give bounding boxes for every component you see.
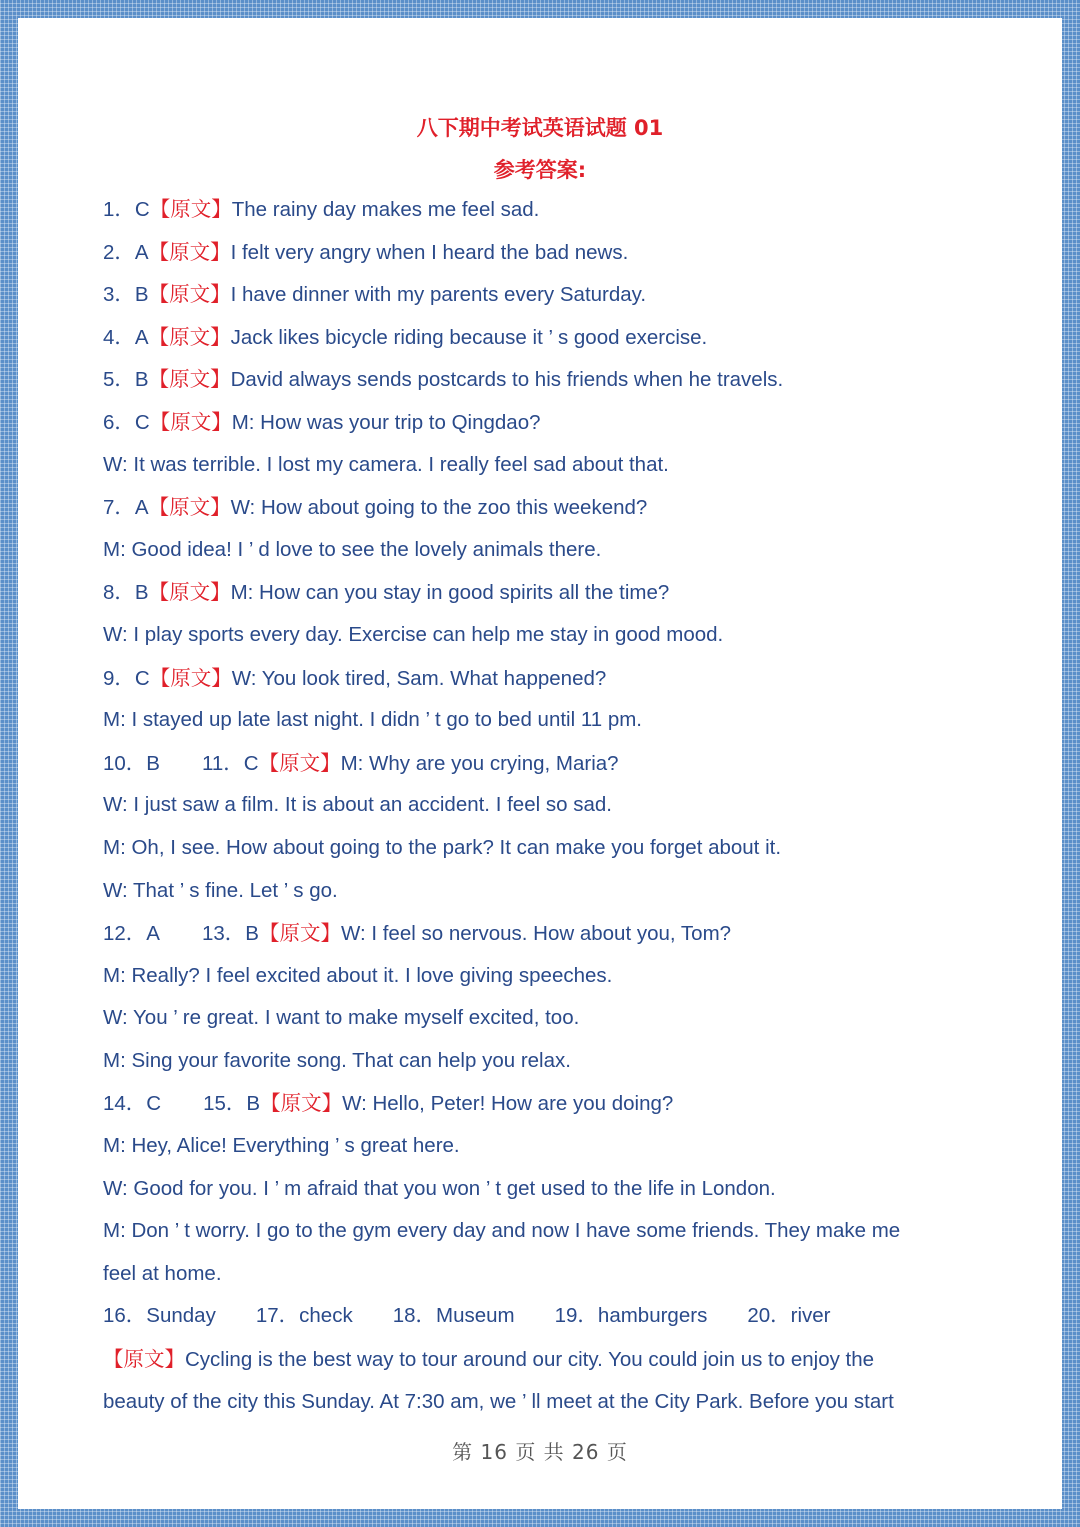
transcript-text: W: You look tired, Sam. What happened? (231, 666, 607, 690)
transcript-tag: 【原文】 (258, 921, 341, 946)
answer-number: 14．C (103, 1092, 162, 1116)
dialogue-line: W: Good for you. I ’ m afraid that you won ’ t get used to the life in London. (103, 1176, 776, 1200)
passage-line: beauty of the city this Sunday. At 7:30 am, we ’ ll meet at the City Park. Before you start (103, 1389, 894, 1413)
transcript-tag: 【原文】 (149, 665, 232, 690)
answer-number: 10．B (103, 751, 160, 775)
dialogue-line: M: Oh, I see. How about going to the park? It can make you forget about it. (103, 835, 782, 859)
transcript-text: M: How can you stay in good spirits all the time? (230, 581, 670, 605)
transcript-text: I felt very angry when I heard the bad news. (230, 240, 629, 264)
passage-line (103, 1338, 998, 1381)
page-number: 第 16 页 共 26 页 (452, 1440, 628, 1464)
transcript-text: David always sends postcards to his friends when he travels. (230, 368, 784, 392)
transcript-text: M: How was your trip to Qingdao? (231, 410, 541, 434)
transcript-text: W: Hello, Peter! How are you doing? (342, 1092, 674, 1116)
dialogue-line: M: Good idea! I ’ d love to see the lovely animals there. (103, 537, 602, 561)
answer-16: 16．Sunday (103, 1304, 216, 1328)
answer-number: 11．C (201, 751, 259, 775)
answer-list (103, 188, 998, 1423)
answer-number: 15．B (203, 1092, 261, 1116)
dialogue-line: feel at home. (103, 1261, 222, 1285)
answer-line (103, 188, 998, 231)
dialogue-line: W: I play sports every day. Exercise can help me stay in good mood. (103, 622, 724, 646)
answer-number: 12．A (103, 922, 160, 946)
transcript-tag: 【原文】 (149, 197, 232, 221)
answer-line (103, 742, 998, 785)
transcript-text: I have dinner with my parents every Saturday. (230, 283, 647, 307)
transcript-text: Jack likes bicycle riding because it ’ s good exercise. (230, 325, 708, 349)
transcript-text: Cycling is the best way to tour around our city. You could join us to enjoy the (185, 1348, 875, 1372)
transcript-tag: 【原文】 (260, 1091, 343, 1116)
transcript-tag: 【原文】 (103, 1347, 185, 1372)
answer-number: 9．C (103, 666, 150, 690)
answer-key-heading: 参考答案: (493, 158, 587, 182)
transcript-tag: 【原文】 (258, 750, 341, 775)
transcript-tag: 【原文】 (148, 282, 231, 307)
transcript-text: W: How about going to the zoo this weekend? (230, 496, 648, 520)
transcript-text: M: Why are you crying, Maria? (340, 751, 619, 775)
transcript-tag: 【原文】 (148, 324, 231, 349)
transcript-text: The rainy day makes me feel sad. (231, 198, 540, 221)
answer-number: 1．C (103, 198, 150, 221)
answer-line (103, 401, 998, 444)
dialogue-line: M: Really? I feel excited about it. I love giving speeches. (103, 963, 613, 987)
dialogue-line: W: You ’ re great. I want to make myself excited, too. (103, 1006, 580, 1030)
answer-line (103, 657, 998, 700)
answer-line (103, 571, 998, 614)
transcript-tag: 【原文】 (148, 495, 231, 520)
answer-20: 20．river (747, 1304, 831, 1328)
dialogue-line: M: Hey, Alice! Everything ’ s great here. (103, 1134, 460, 1158)
transcript-text: W: I feel so nervous. How about you, Tom? (340, 922, 732, 946)
answer-18: 18．Museum (392, 1304, 515, 1328)
answer-17: 17．check (255, 1304, 353, 1328)
answer-number: 5．B (103, 368, 149, 392)
transcript-tag: 【原文】 (149, 409, 232, 434)
answer-line (103, 231, 998, 274)
answer-line (103, 1295, 998, 1338)
answer-line (103, 486, 998, 529)
answer-number: 7．A (103, 496, 149, 520)
transcript-tag: 【原文】 (148, 367, 231, 392)
answer-line (103, 358, 998, 401)
answer-number: 4．A (103, 325, 149, 349)
answer-number: 8．B (103, 581, 149, 605)
dialogue-line: M: I stayed up late last night. I didn ’ t go to bed until 11 pm. (103, 708, 643, 732)
dialogue-line: W: That ’ s fine. Let ’ s go. (103, 878, 338, 902)
answer-line (103, 1082, 998, 1125)
transcript-tag: 【原文】 (148, 239, 231, 264)
answer-number: 13．B (201, 922, 259, 946)
answer-line (103, 316, 998, 359)
answer-19: 19．hamburgers (554, 1304, 708, 1328)
answer-line (103, 912, 998, 955)
dialogue-line: M: Don ’ t worry. I go to the gym every day and now I have some friends. They make me (103, 1219, 901, 1243)
dialogue-line: M: Sing your favorite song. That can help you relax. (103, 1048, 571, 1072)
answer-line (103, 273, 998, 316)
transcript-tag: 【原文】 (148, 580, 231, 605)
document-page (18, 18, 1062, 1509)
answer-number: 6．C (103, 410, 150, 434)
dialogue-line: W: It was terrible. I lost my camera. I really feel sad about that. (103, 452, 669, 476)
answer-number: 2．A (103, 240, 149, 264)
document-title: 八下期中考试英语试题 01 (416, 116, 664, 140)
dialogue-line: W: I just saw a film. It is about an accident. I feel so sad. (103, 793, 612, 817)
answer-number: 3．B (103, 283, 149, 307)
